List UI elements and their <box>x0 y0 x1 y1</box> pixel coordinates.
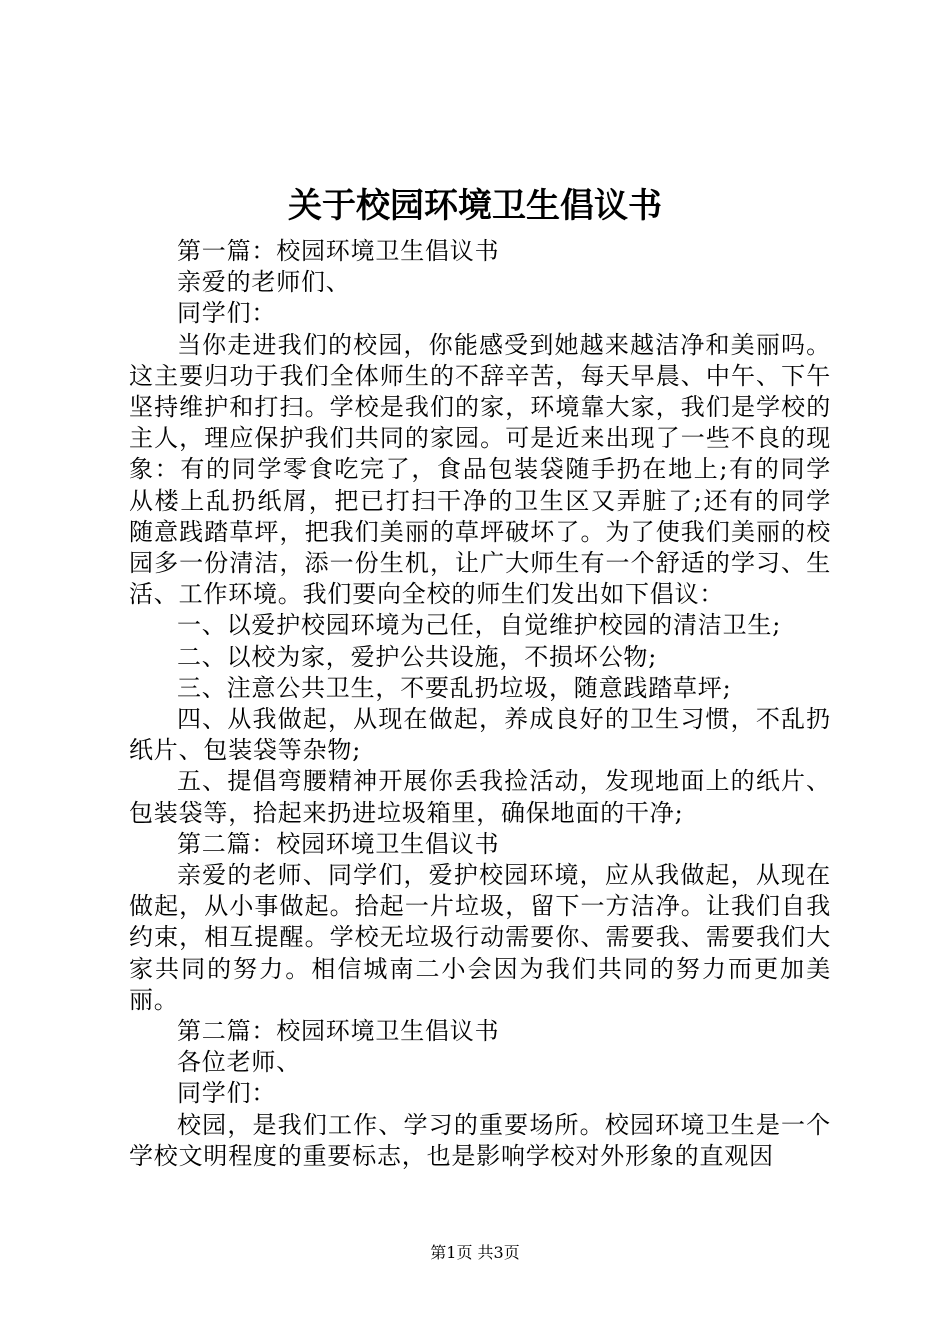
document-body <box>129 236 831 1172</box>
proposal-item: 五、提倡弯腰精神开展你丢我捡活动，发现地面上的纸片、包装袋等，拾起来扔进垃圾箱里，确保地面的干净; <box>129 767 831 827</box>
body-paragraph: 当你走进我们的校园，你能感受到她越来越洁净和美丽吗。这主要归功于我们全体师生的不辞辛苦，每天早晨、中午、下午坚持维护和打扫。学校是我们的家，环境靠大家，我们是学校的主人，理应保护我们共同的家园。可是近来出现了一些不良的现象：有的同学零食吃完了，食品包装袋随手扔在地上;有的同学从楼上乱扔纸屑，把已打扫干净的卫生区又弄脏了;还有的同学随意践踏草坪，把我们美丽的草坪破坏了。为了使我们美丽的校园多一份清洁，添一份生机，让广大师生有一个舒适的学习、生活、工作环境。我们要向全校的师生们发出如下倡议： <box>129 330 831 609</box>
page-indicator: 第1页 共3页 <box>430 1243 520 1262</box>
salutation-line: 亲爱的老师们、 <box>177 268 351 297</box>
proposal-item: 四、从我做起，从现在做起，养成良好的卫生习惯，不乱扔纸片、包装袋等杂物; <box>129 705 831 765</box>
salutation-line: 同学们： <box>177 299 277 328</box>
proposal-item: 三、注意公共卫生，不要乱扔垃圾，随意践踏草坪; <box>177 673 732 702</box>
section-heading: 第二篇：校园环境卫生倡议书 <box>177 1017 500 1046</box>
proposal-item: 一、以爱护校园环境为己任，自觉维护校园的清洁卫生; <box>177 611 782 640</box>
body-paragraph: 校园，是我们工作、学习的重要场所。校园环境卫生是一个学校文明程度的重要标志，也是影响学校对外形象的直观因 <box>129 1110 831 1170</box>
salutation-line: 各位老师、 <box>177 1048 301 1077</box>
section-heading: 第一篇：校园环境卫生倡议书 <box>177 237 500 265</box>
body-paragraph: 亲爱的老师、同学们，爱护校园环境，应从我做起，从现在做起，从小事做起。拾起一片垃圾，留下一方洁净。让我们自我约束，相互提醒。学校无垃圾行动需要你、需要我、需要我们大家共同的努力。相信城南二小会因为我们共同的努力而更加美丽。 <box>129 861 831 1014</box>
document-title: 关于校园环境卫生倡议书 <box>288 186 662 226</box>
section-heading: 第二篇：校园环境卫生倡议书 <box>177 829 500 858</box>
salutation-line: 同学们： <box>177 1079 277 1108</box>
proposal-item: 二、以校为家，爱护公共设施，不损坏公物; <box>177 642 658 671</box>
